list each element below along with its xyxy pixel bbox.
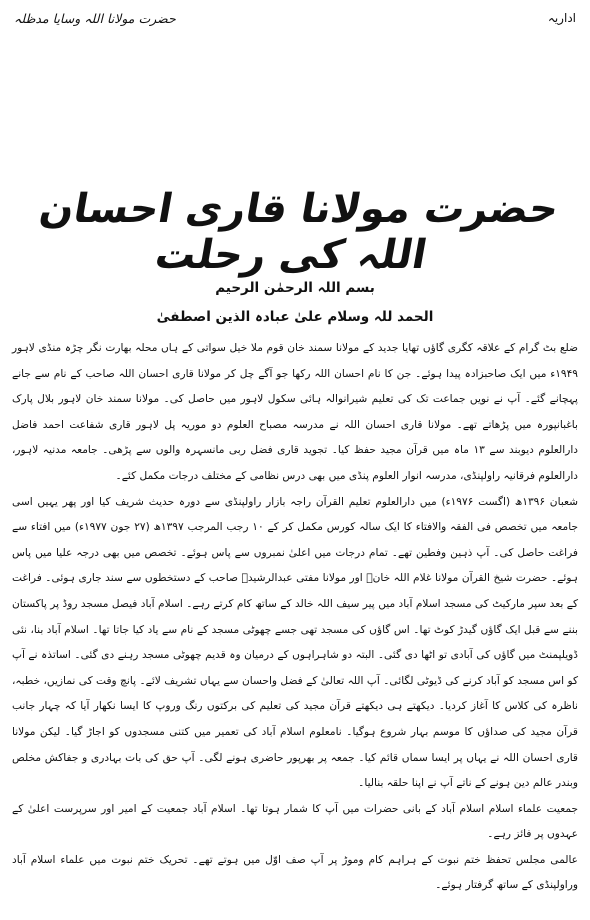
- running-title: حضرت مولانا اللہ وسایا مدظلہ: [14, 10, 176, 26]
- paragraph-graduation-mosque: شعبان ۱۳۹۶ھ (اگست ۱۹۷۶ء) میں دارالعلوم تعلیم القرآن راجہ بازار راولپنڈی سے دورہ حدیث شریف کیا اور پھر یہیں اسی جامعہ میں تخصص فی الفقہ والافتاء کا ایک سالہ کورس مکمل کر کے ۱۰ رجب المرجب ۱۳۹۷ھ (۲۷ جون ۱۹۷۷ء) میں افتاء سے فراغت حاصل کی۔ آپ ذہین وفطین تھے۔ تمام درجات میں اعلیٰ نمبروں سے پاس ہوئے۔ تخصص میں بھی درجہ علیا میں پاس ہوئے۔ حضرت شیخ القرآن مولانا غلام اللہ خانؒ اور مولانا مفتی عبدالرشیدؒ صاحب کے دستخطوں سے سند جاری ہوئی۔ فراغت کے بعد سپر مارکیٹ کی مسجد اسلام آباد میں پیر سیف اللہ خالد کے ساتھ کام کرتے رہے۔ اسلام آباد فیصل مسجد روڈ پر پاکستان بننے سے قبل ایک گاؤں گیدڑ کوٹ تھا۔ اس گاؤں کی مسجد تھی جسے چھوٹی مسجد کے نام سے یاد کیا جاتا تھا۔ اسلام آباد بنا، نئی ڈویلپمنٹ میں گاؤں کی آبادی تو اٹھا دی گئی۔ البتہ دو شاہراہوں کے درمیان وہ قدیم چھوٹی مسجد رہنے دی گئی۔ اساتذہ نے آپ کو اس مسجد کو آباد کرنے کی ڈیوٹی لگائی۔ آپ اللہ تعالیٰ کے فضل واحسان سے یہاں تشریف لائے۔ پانچ وقت کی نمازیں، خطبہ، ناظرہ کی کلاس کا آغاز کردیا۔ دیکھتے ہی دیکھتے قرآن مجید کی تعلیم کی برکتوں رنگ وروپ کا ایسا نکھار آیا کہ چہار جانب قرآن مجید کی صداؤں کا موسم بہار شروع ہوگیا۔ نامعلوم اسلام آباد کی تعمیر میں کتنی مسجدوں کو اجاڑ گیا۔ لیکن مولانا قاری احسان اللہ نے یہاں پر ایسا سماں قائم کیا۔ جمعہ پر بھرپور حاضری ہونے لگی۔ آپ حق کی بات بہادری و جفاکش مخلص وبندر عالم دین ہونے کے ناتے آپ نے اپنا حلقہ بنالیا۔: [12, 495, 579, 790]
- article-title: حضرت مولانا قاری احسان اللہ کی رحلت: [35, 186, 563, 278]
- paragraph-khatm-e-nubuwwat: عالمی مجلس تحفظ ختم نبوت کے ہراہم کام وموڑ پر آپ صف اوّل میں ہوتے تھے۔ تحریک ختم نبوت میں علماء اسلام آباد وراولپنڈی کے ساتھ گرفتار ہوئے۔: [12, 853, 578, 892]
- paragraph-birth-education: ضلع بٹ گرام کے علاقہ کگری گاؤں تھایا جدید کے مولانا سمند خان قوم ملا خیل سواتی کے ہاں محلہ بھارت نگر چڑہ منڈی لاہور ۱۹۴۹ء میں ایک صاحبزادہ پیدا ہوئے۔ جن کا نام احسان اللہ رکھا جو آگے چل کر مولانا قاری احسان اللہ صاحب کے نام سے جانے پہچانے گئے۔ آپ نے نویں جماعت تک کی تعلیم شیرانوالہ ہائی سکول لاہور میں حاصل کی۔ مولانا سمند خان لاہور بلال پارک باغبانپورہ میں پڑھاتے تھے۔ مولانا قاری احسان اللہ نے مدرسہ مصباح العلوم دو موریہ پل لاہور قاری شفاعت احمد فاضل دارالعلوم دیوبند سے ۱۳ ماہ میں قرآن مجید حفظ کیا۔ تجوید قاری فضل ربی مانسہرہ والوں سے پڑھی۔ جامعہ مدنیہ لاہور، دارالعلوم فرقانیہ راولپنڈی، مدرسہ انوار العلوم پنڈی میں بھی درس نظامی کے مختلف درجات مکمل کئے۔: [12, 342, 578, 482]
- hamd-line: الحمد للہ وسلام علیٰ عبادہ الذین اصطفیٰ: [156, 309, 434, 325]
- paragraph-jamiat: جمعیت علماء اسلام اسلام آباد کے بانی حضرات میں آپ کا شمار ہوتا تھا۔ اسلام آباد جمعیت کے امیر اور سرپرست اعلیٰ کے عہدوں پر فائز رہے۔: [12, 802, 578, 841]
- bismillah-line: بسم اللہ الرحمٰن الرحیم: [215, 280, 375, 296]
- running-header: [14, 6, 576, 30]
- section-label: اداریہ: [547, 11, 576, 25]
- article-body: [12, 336, 578, 899]
